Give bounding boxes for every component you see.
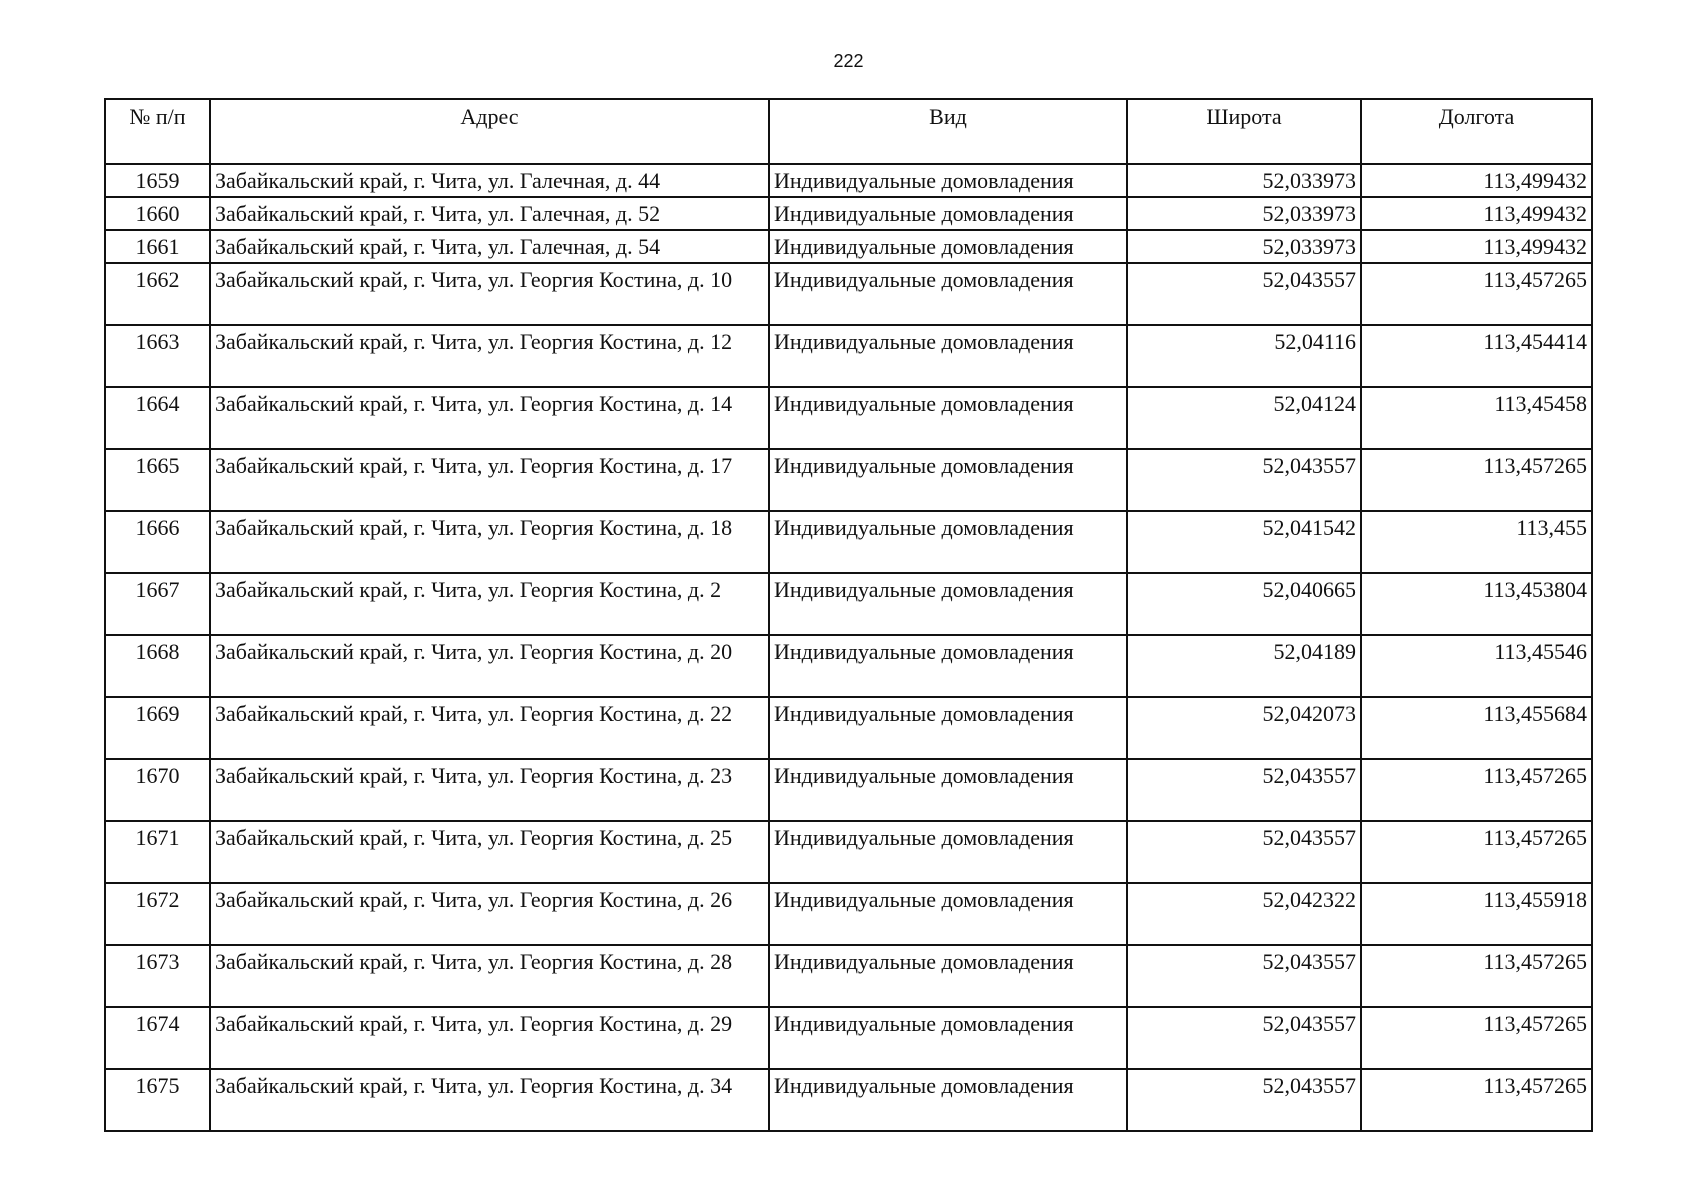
cell-kind: Индивидуальные домовладения	[769, 511, 1127, 573]
table-row	[105, 164, 1592, 197]
cell-num: 1662	[105, 263, 210, 325]
cell-kind: Индивидуальные домовладения	[769, 263, 1127, 325]
cell-address: Забайкальский край, г. Чита, ул. Георгия Костина, д. 28	[210, 945, 769, 1007]
cell-kind: Индивидуальные домовладения	[769, 387, 1127, 449]
table-row	[105, 945, 1592, 1007]
cell-num: 1663	[105, 325, 210, 387]
header-longitude: Долгота	[1361, 99, 1592, 164]
table-row	[105, 883, 1592, 945]
cell-longitude: 113,457265	[1361, 759, 1592, 821]
table-header-row	[105, 99, 1592, 164]
cell-num: 1675	[105, 1069, 210, 1131]
cell-kind: Индивидуальные домовладения	[769, 164, 1127, 197]
cell-kind: Индивидуальные домовладения	[769, 697, 1127, 759]
table-row	[105, 197, 1592, 230]
table-row	[105, 1007, 1592, 1069]
cell-longitude: 113,457265	[1361, 1069, 1592, 1131]
cell-latitude: 52,04116	[1127, 325, 1361, 387]
cell-longitude: 113,499432	[1361, 197, 1592, 230]
cell-kind: Индивидуальные домовладения	[769, 759, 1127, 821]
cell-kind: Индивидуальные домовладения	[769, 883, 1127, 945]
cell-num: 1668	[105, 635, 210, 697]
cell-kind: Индивидуальные домовладения	[769, 945, 1127, 1007]
cell-address: Забайкальский край, г. Чита, ул. Галечная, д. 52	[210, 197, 769, 230]
cell-latitude: 52,043557	[1127, 1007, 1361, 1069]
page-number: 222	[833, 51, 864, 71]
cell-address: Забайкальский край, г. Чита, ул. Георгия Костина, д. 34	[210, 1069, 769, 1131]
cell-longitude: 113,455	[1361, 511, 1592, 573]
cell-address: Забайкальский край, г. Чита, ул. Георгия Костина, д. 10	[210, 263, 769, 325]
header-kind: Вид	[769, 99, 1127, 164]
table-row	[105, 821, 1592, 883]
cell-longitude: 113,45546	[1361, 635, 1592, 697]
cell-address: Забайкальский край, г. Чита, ул. Георгия Костина, д. 25	[210, 821, 769, 883]
table-row	[105, 1069, 1592, 1131]
table-row	[105, 449, 1592, 511]
cell-longitude: 113,453804	[1361, 573, 1592, 635]
table-row	[105, 511, 1592, 573]
cell-longitude: 113,454414	[1361, 325, 1592, 387]
table-row	[105, 325, 1592, 387]
cell-latitude: 52,042322	[1127, 883, 1361, 945]
cell-num: 1672	[105, 883, 210, 945]
cell-address: Забайкальский край, г. Чита, ул. Георгия Костина, д. 12	[210, 325, 769, 387]
cell-address: Забайкальский край, г. Чита, ул. Георгия Костина, д. 14	[210, 387, 769, 449]
cell-latitude: 52,043557	[1127, 449, 1361, 511]
cell-address: Забайкальский край, г. Чита, ул. Георгия Костина, д. 17	[210, 449, 769, 511]
cell-num: 1664	[105, 387, 210, 449]
cell-address: Забайкальский край, г. Чита, ул. Георгия Костина, д. 29	[210, 1007, 769, 1069]
cell-longitude: 113,457265	[1361, 263, 1592, 325]
cell-latitude: 52,042073	[1127, 697, 1361, 759]
cell-kind: Индивидуальные домовладения	[769, 1007, 1127, 1069]
cell-latitude: 52,043557	[1127, 263, 1361, 325]
cell-kind: Индивидуальные домовладения	[769, 573, 1127, 635]
cell-num: 1674	[105, 1007, 210, 1069]
cell-longitude: 113,457265	[1361, 1007, 1592, 1069]
cell-kind: Индивидуальные домовладения	[769, 449, 1127, 511]
cell-longitude: 113,455684	[1361, 697, 1592, 759]
cell-longitude: 113,457265	[1361, 449, 1592, 511]
cell-num: 1667	[105, 573, 210, 635]
cell-longitude: 113,457265	[1361, 821, 1592, 883]
cell-num: 1671	[105, 821, 210, 883]
cell-address: Забайкальский край, г. Чита, ул. Георгия Костина, д. 2	[210, 573, 769, 635]
cell-latitude: 52,043557	[1127, 945, 1361, 1007]
cell-latitude: 52,04124	[1127, 387, 1361, 449]
cell-kind: Индивидуальные домовладения	[769, 197, 1127, 230]
table-row	[105, 573, 1592, 635]
cell-latitude: 52,040665	[1127, 573, 1361, 635]
table-row	[105, 387, 1592, 449]
cell-kind: Индивидуальные домовладения	[769, 635, 1127, 697]
cell-longitude: 113,499432	[1361, 164, 1592, 197]
cell-num: 1666	[105, 511, 210, 573]
cell-longitude: 113,457265	[1361, 945, 1592, 1007]
cell-address: Забайкальский край, г. Чита, ул. Георгия Костина, д. 18	[210, 511, 769, 573]
cell-address: Забайкальский край, г. Чита, ул. Галечная, д. 44	[210, 164, 769, 197]
cell-kind: Индивидуальные домовладения	[769, 1069, 1127, 1131]
cell-kind: Индивидуальные домовладения	[769, 821, 1127, 883]
cell-latitude: 52,033973	[1127, 164, 1361, 197]
cell-longitude: 113,45458	[1361, 387, 1592, 449]
cell-latitude: 52,033973	[1127, 230, 1361, 263]
header-address: Адрес	[210, 99, 769, 164]
cell-longitude: 113,455918	[1361, 883, 1592, 945]
cell-num: 1669	[105, 697, 210, 759]
cell-latitude: 52,043557	[1127, 821, 1361, 883]
cell-latitude: 52,033973	[1127, 197, 1361, 230]
cell-kind: Индивидуальные домовладения	[769, 230, 1127, 263]
cell-latitude: 52,043557	[1127, 759, 1361, 821]
cell-num: 1661	[105, 230, 210, 263]
cell-num: 1659	[105, 164, 210, 197]
table-row	[105, 635, 1592, 697]
cell-num: 1673	[105, 945, 210, 1007]
table-row	[105, 697, 1592, 759]
cell-num: 1670	[105, 759, 210, 821]
cell-address: Забайкальский край, г. Чита, ул. Георгия Костина, д. 20	[210, 635, 769, 697]
header-latitude: Широта	[1127, 99, 1361, 164]
cell-address: Забайкальский край, г. Чита, ул. Георгия Костина, д. 22	[210, 697, 769, 759]
cell-num: 1665	[105, 449, 210, 511]
table-row	[105, 230, 1592, 263]
address-table	[104, 98, 1593, 1132]
cell-address: Забайкальский край, г. Чита, ул. Георгия Костина, д. 26	[210, 883, 769, 945]
cell-latitude: 52,04189	[1127, 635, 1361, 697]
header-num: № п/п	[105, 99, 210, 164]
cell-num: 1660	[105, 197, 210, 230]
cell-latitude: 52,041542	[1127, 511, 1361, 573]
cell-address: Забайкальский край, г. Чита, ул. Галечная, д. 54	[210, 230, 769, 263]
table-row	[105, 263, 1592, 325]
table-row	[105, 759, 1592, 821]
cell-address: Забайкальский край, г. Чита, ул. Георгия Костина, д. 23	[210, 759, 769, 821]
cell-longitude: 113,499432	[1361, 230, 1592, 263]
cell-kind: Индивидуальные домовладения	[769, 325, 1127, 387]
cell-latitude: 52,043557	[1127, 1069, 1361, 1131]
